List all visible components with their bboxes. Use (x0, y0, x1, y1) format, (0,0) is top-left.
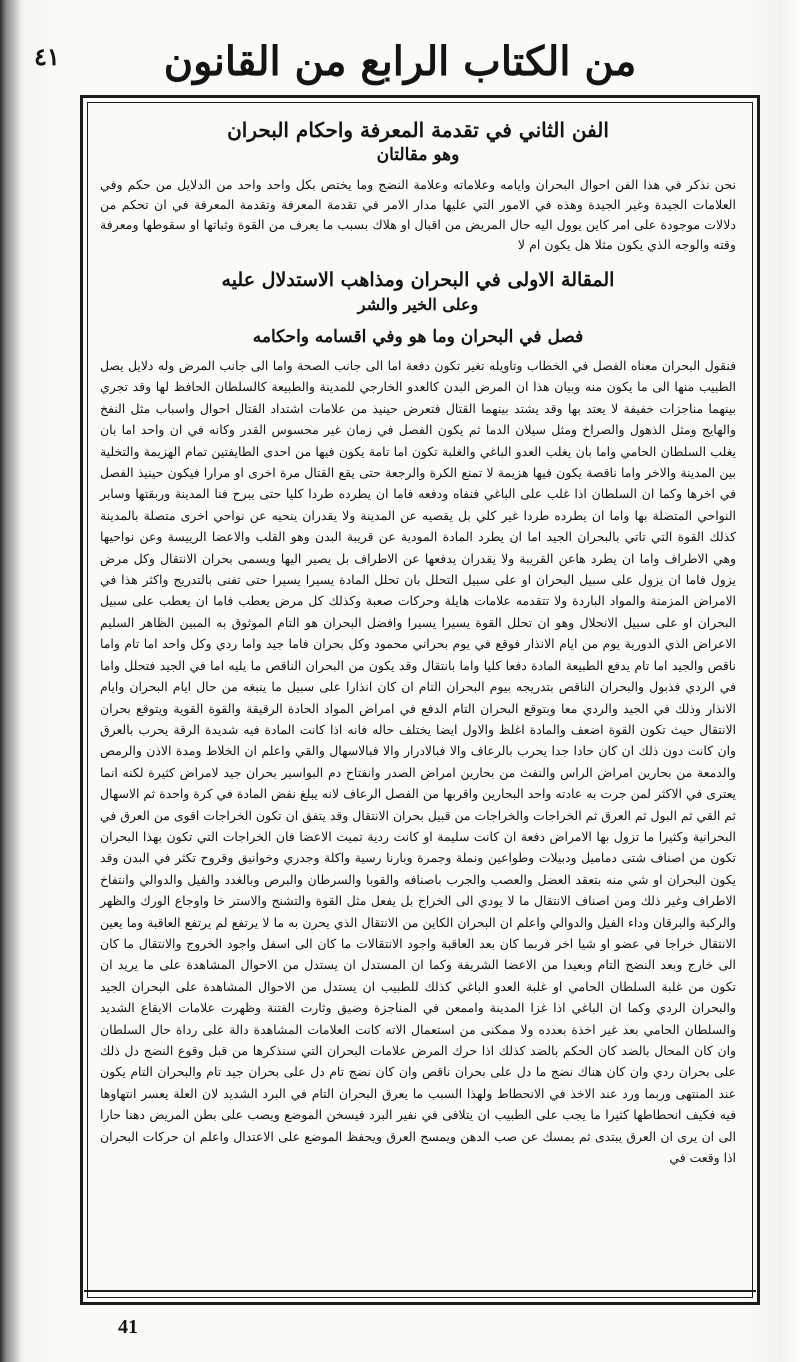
section-title: الفن الثاني في تقدمة المعرفة واحكام البحران (227, 118, 609, 142)
text-frame (80, 95, 760, 1305)
footer-page-number: 41 (118, 1316, 138, 1338)
article-title: المقالة الاولى في البحران ومذاهب الاستدلال عليه (221, 269, 615, 291)
page-number-arabic: ٤١ (34, 42, 60, 71)
section-subtitle: وهو مقالتان (376, 145, 460, 165)
footer-rule (84, 1290, 756, 1292)
article-subtitle: وعلى الخير والشر (357, 295, 479, 314)
running-title: من الكتاب الرابع من القانون (163, 38, 637, 85)
body-paragraph: فنقول البحران معناه الفصل في الخطاب وتاويله تغير تكون دفعة اما الى جانب الصحة واما الى جانب المرض وله دلايل يصل الطبيب منها الى ما يكون منه وبيان هذا ان المرض البدن كالعدو الخارجي للمدينة والطبيعة كالسلطان الحافظ لها وقد تجري بينهما مناجزات خفيفة لا يعتد بها وقد يشتد بينهما القتال فتعرض حينيذ من علامات اشتداد القتال احوال واسباب مثل النفخ والهايج ومثل الذهول والصراخ ومثل سيلان الدما ثم يكون الفصل في زمان غير محسوس القدر وكانه في ان واحد اما بان يغلب السلطان الحامي واما بان يغلب العدو الباغي والغلبة تكون اما تامة يكون فيها من احدى الطايفتين تمام الهزيمة والتخلية بين المدينة والاخر واما ناقصة يكون فيها هزيمة لا تمنع الكرة والرجعة حتى يقع القتال مرة اخرى او مرارا فيكون حينيذ الفصل في اخرها وكما ان السلطان اذا غلب على الباغي فنفاه ودفعه فاما ان يطرده طردا كليا حتى يبرح فنا المدينة وربقتها وسابر النواحي المتصلة بها واما ان يطرده طردا غير كلي بل يقصيه عن المدينة ولا يقدران ينحيه عن نواحي اخرى متصلة بالمدينة كذلك القوة التي تاتي بالبحران الجيد اما ان يطرد المادة المودية عن قريبة البدن وهو القلب والاعضا الرييسة وعن نواحيها وهي الاطراف واما ان يطرد هاعن القريبة ولا يقدران يدفعها عن الاطراف بل يصير اليها ويسمى بحران الانتقال وكل مرض يزول فاما ان يزول على سبيل البحران او على سبيل التحلل بان تحلل المادة يسيرا يسيرا حتى تفنى بالتدريج واكثر هذا في الامراض المزمنة والمواد الباردة ولا تتقدمه علامات هايلة وحركات صعبة وكذلك كل مرض يعطب فاما ان يعطب على سبيل البحران او على سبيل الانحلال وهو ان تحلل القوة يسيرا يسيرا وافضل البحران هو التام الموثوق به المبين الظاهر السليم الاعراض الذي الدورية يوم من ايام الانذار فوقع في يوم بحراني محمود وكل بحران فاما جيد واما ردي وكل واحد اما تام واما ناقص والجيد اما تام يدفع الطبيعة المادة دفعا كليا واما بانتقال وقد يكون من البحران الناقص ما يليه اما في الجيد فتحلل واما في الردي فذبول والبحران الناقص بتدريجه بيوم البحران التام ان كان انذارا على سبيل ما ينبغه من حال ايام البحران وايام الانذار وذلك في الجيد والردي معا وبتوقع البحران التام الدفع في امراض المواد الحادة الرقيقة والقوة القوية ويتوقع بحران الانتقال حيث تكون القوة اضعف والمادة اغلظ والاول ايضا يختلف حاله فانه اذا كانت المادة فيه شديدة الرقة يحرب بالعرق وان كانت دون ذلك ان كان حادا جدا يحرب بالرعاف والا فبالادرار والا فبالاسهال والقي واعلم ان الخلاط ومدة الاذن والرمص والدمعة من بحارين امراض الراس والنفث من بحارين امراض الصدر وانفتاح دم البواسير بحران جيد لامراض كثيرة لكنه انما يعترى في الاكثر لمن جرت به عادته واحد البحارين واقربها من الفصل الرعاف لانه يبلغ نفض المادة في كرة واحدة ثم الاسهال ثم القي ثم البول ثم العرق ثم الخراجات والخراجات من قبيل بحران الانتقال وقد يتفق ان تكون الخراجات اقوى من العرق في البحرانية وكثيرا ما تزول بها الامراض دفعة ان كانت سليمة او كانت ردية تميت الاعضا فان الخراجات التي تكون بهذا البحران تكون من اصناف شتى دماميل ودبيلات وطواعين ونملة وجمرة وبارنا رسية واكلة وجدري وخوانيق وقروح تكثر في البدن وقد يكون البحران او شي منه بتعقد العضل والعصب والجرب باصنافه والقوبا والسرطان والبرص وبالغدد والفيل والدوالي وانتفاخ الاطراف وغير ذلك ومن اصناف الانتقال ما لا يودي الى الخراج بل يفعل مثل القوة والتشنج والاستر خا واوجاع الورك والظهر والركبة والبرقان وداء الفيل والدوالي واعلم ان البحران الكاين من الانتقال الذي يحرن به ما لا يرتفع لم يرتفع العاقبة وما يعين الانتقال خراجا في عضو او شيا اخر فربما كان بعد العاقبة واجود الانتقالات ما كان الى اسفل واجود الخروج والانتقال ما كان الى خارج وبعد النضج التام وبعيدا من الاعضا الشريفة وكما ان المستدل ان يستدل من الاحوال المشاهدة على ما يريد ان تكون من غلبة السلطان الحامي او غلبة العدو الباغي كذلك للطبيب ان يستدل من الاحوال المشاهدة على البحران الجيد والبحران الردي وكما ان الباغي اذا غزا المدينة واممعن في المناجزة وضيق وثارت الفتنة وظهرت علامات الايقاع الشديد والسلطان الحامي بعد غير اخذة بعدده ولا ممكنى من استعمال الاته كانت العلامات المشاهدة دالة على رداة حال السلطان وان كان المحال بالضد كان الحكم بالضد كذلك اذا حرك المرض علامات البحران التي سنذكرها من قبل وقوع النضج دل ذلك على بحران ردي وان كان هناك نضج ما دل على بحران ناقص وان كان نضج تام دل على بحران جيد تام والبحران التام يكون عند المنتهى وربما ورد عند الاخذ في الانحطاط ولهذا السبب ما يعرق البحران التام في البرد الشديد لان العلة يعسر انتهاوها فيه فكيف انحطاطها كثيرا ما يجب على الطبيب ان يتلافى في نفير البرد فيسخن الموضع ويصب على بطن المريض دهنا حارا الى ان يرى ان العرق يبتدى ثم يمسك عن صب الدهن ويمسح العرق ويحفظ الموضع على الاعتدال واعلم ان حركات البحران اذا وقعت في (100, 358, 736, 1166)
intro-paragraph: نحن نذكر في هذا الفن احوال البحران وايامه وعلاماته وعلامة النضج وما يختص بكل واحد واحد من الدلايل من حكم وفي العلامات الجيدة وغير الجيدة وهذه في الامور التي عليها مدار الامر في تقدمة المعرفة وتقدمة المعرفة في ان تحكم من دلالات موجودة على امر كاين يوول اليه حال المريض من اقبال او هلاك بسبب ما يعرف من القوة وثباتها او سقوطها ومعرفة وقته والوجه الذي يكون مثلا هل يكون ام لا (100, 177, 736, 252)
text-frame-inner (87, 102, 753, 1298)
chapter-title: فصل في البحران وما هو وفي اقسامه واحكامه (252, 327, 584, 347)
running-header (0, 22, 800, 102)
